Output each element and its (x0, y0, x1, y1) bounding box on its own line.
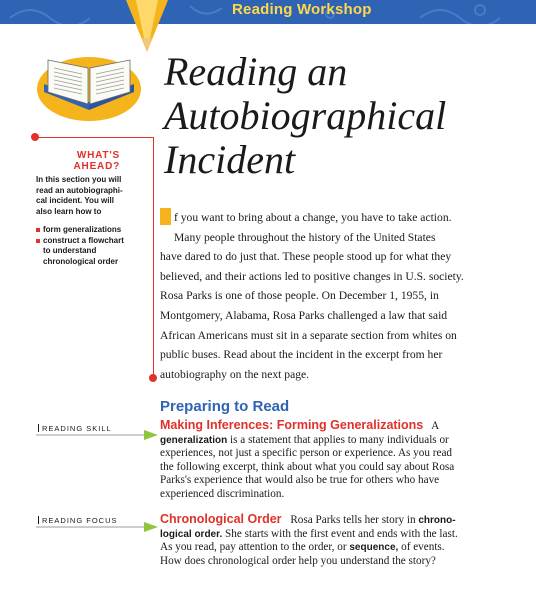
focus-text: As you read, pay attention to the order, or (160, 541, 350, 554)
red-dot-marker (149, 374, 157, 382)
focus-text: of events. (398, 541, 445, 554)
title-line: Autobiographical (164, 93, 447, 138)
focus-text: Rosa Parks tells her story in (290, 514, 419, 526)
intro-line: also learn how to (36, 206, 102, 216)
arrow-right-icon (36, 430, 160, 440)
skill-line: experienced discrimination. (160, 487, 285, 500)
skill-line: the following excerpt, think about what you could say about Rosa (160, 460, 455, 473)
list-item-line: chronological order (43, 256, 119, 266)
title-line: Reading an (164, 49, 348, 94)
banner-title: Reading Workshop (232, 1, 372, 18)
reading-skill-block (160, 419, 490, 502)
intro-line: read an autobiographi- (36, 185, 123, 195)
title-line: Incident (164, 137, 296, 182)
list-item-line: construct a flowchart (43, 235, 124, 245)
focus-text: She starts with the first event and ends with the last. (222, 527, 458, 540)
term-generalization: generalization (160, 434, 228, 446)
paragraph-line: have dared to do just that. These people stood up for what they (160, 250, 452, 264)
term-chronological: logical order. (160, 528, 223, 540)
intro-line: In this section you will (36, 175, 122, 184)
paragraph-line: public buses. Read about the incident in the excerpt from her (160, 348, 443, 362)
reading-focus-block (160, 513, 490, 568)
skill-heading-line (160, 419, 490, 434)
drop-cap-letter: I (162, 207, 167, 224)
list-item (36, 236, 146, 268)
intro-paragraph (160, 208, 490, 384)
arrow-right-icon (36, 522, 160, 532)
skill-heading: Making Inferences: Forming Generalizations (160, 418, 424, 432)
focus-line (160, 513, 490, 528)
paragraph-line: f you want to bring about a change, you have to take action. (174, 211, 452, 224)
list-item (36, 225, 146, 236)
focus-line (160, 541, 490, 555)
section-heading: Preparing to Read (160, 398, 290, 415)
list-item-line: form generalizations (43, 225, 122, 234)
term-chronological: chrono- (418, 515, 456, 526)
label-text: READING FOCUS (42, 516, 118, 525)
sidebar-intro (36, 175, 144, 217)
paragraph-line: Montgomery, Alabama, Rosa Parks challenged a law that said (160, 308, 448, 322)
paragraph-line: African Americans must sit in a separate section from whites on (160, 328, 457, 342)
whats-ahead-heading (58, 150, 120, 172)
list-item-line: to understand (43, 246, 97, 255)
paragraph-line: believed, and their actions led to positive changes in U.S. society. (160, 269, 464, 283)
focus-line: How does chronological order help you understand the story? (160, 554, 436, 567)
label-text: READING SKILL (42, 424, 112, 433)
open-book-icon (34, 44, 146, 124)
paragraph-line: autobiography on the next page. (160, 367, 310, 381)
heading-line: WHAT'S (76, 150, 120, 161)
skill-line: experiences, not just a specific person or experience. As you read (160, 447, 453, 460)
red-vertical-rule (153, 137, 154, 377)
intro-line: cal incident. You will (36, 196, 114, 205)
heading-line: AHEAD? (73, 161, 120, 172)
paragraph-line: Many people throughout the history of the United States (174, 230, 436, 244)
sidebar-goals-list (36, 225, 146, 267)
lead-in-text: A (431, 420, 440, 432)
term-sequence: sequence, (349, 542, 399, 554)
skill-line: Parks's experience that would also be true for others who have (160, 474, 440, 487)
focus-heading: Chronological Order (160, 512, 282, 526)
skill-line (160, 434, 490, 448)
header-banner (0, 0, 536, 24)
focus-line (160, 528, 490, 542)
red-rule (38, 137, 154, 138)
paragraph-line: Rosa Parks is one of those people. On December 1, 1955, in (160, 289, 439, 303)
page-title (164, 50, 534, 182)
skill-text: is a statement that applies to many individuals or (227, 433, 449, 446)
